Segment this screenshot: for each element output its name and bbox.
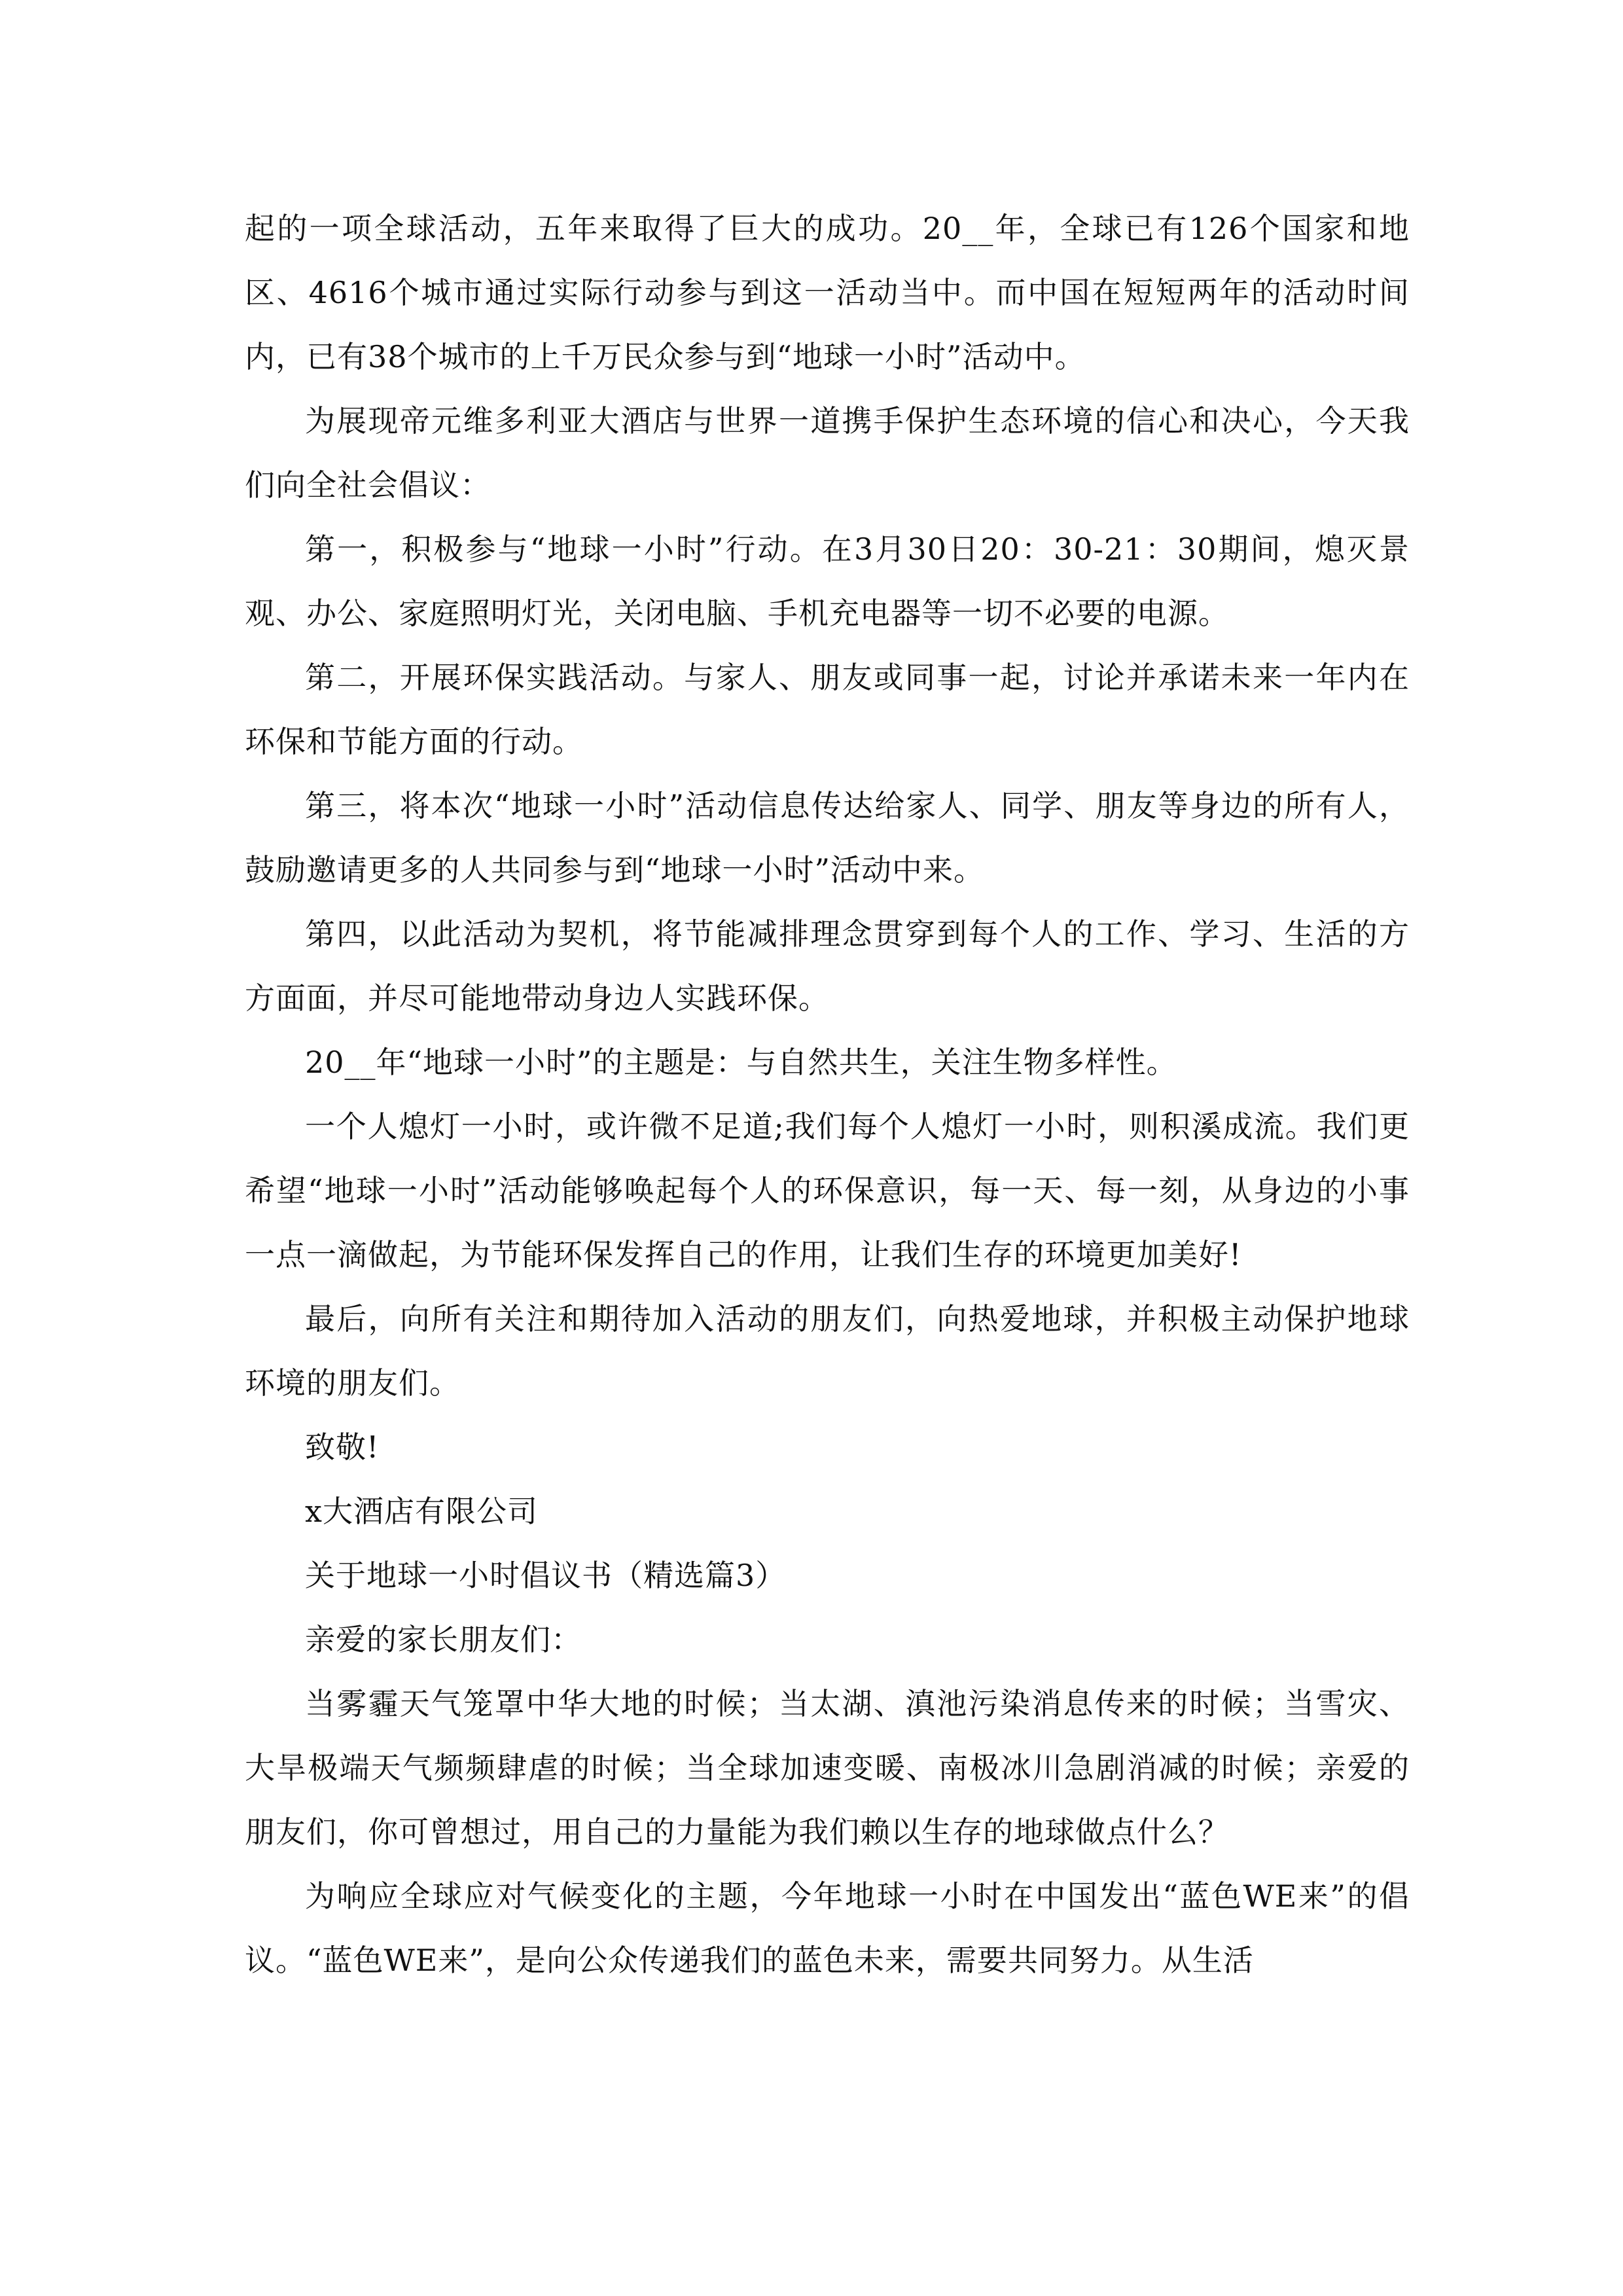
paragraph-proposal-intro: 为展现帝元维多利亚大酒店与世界一道携手保护生态环境的信心和决心，今天我们向全社会倡议： (245, 403, 1410, 503)
paragraph-signature: x大酒店有限公司 (305, 1494, 538, 1529)
section-title: 关于地球一小时倡议书（精选篇3） (305, 1558, 787, 1593)
paragraph-blue-we: 为响应全球应对气候变化的主题，今年地球一小时在中国发出“蓝色WE来”的倡议。“蓝色WE来”，是向公众传递我们的蓝色未来，需要共同努力。从生活 (245, 1878, 1410, 1978)
paragraph-continuation: 起的一项全球活动，五年来取得了巨大的成功。20__年，全球已有126个国家和地区、4616个城市通过实际行动参与到这一活动当中。而中国在短短两年的活动时间内，已有38个城市的上千万民众参与到“地球一小时”活动中。 (245, 211, 1410, 374)
paragraph-theme: 20__年“地球一小时”的主题是：与自然共生，关注生物多样性。 (305, 1045, 1177, 1080)
paragraph-item-3: 第三，将本次“地球一小时”活动信息传达给家人、同学、朋友等身边的所有人，鼓励邀请更多的人共同参与到“地球一小时”活动中来。 (245, 788, 1410, 888)
paragraph-appeal: 一个人熄灯一小时，或许微不足道;我们每个人熄灯一小时，则积溪成流。我们更希望“地球一小时”活动能够唤起每个人的环保意识，每一天、每一刻，从身边的小事一点一滴做起，为节能环保发挥自己的作用，让我们生存的环境更加美好! (245, 1109, 1410, 1272)
document-body (245, 196, 1410, 1992)
paragraph-salutation: 致敬! (305, 1429, 380, 1465)
paragraph-item-2: 第二，开展环保实践活动。与家人、朋友或同事一起，讨论并承诺未来一年内在环保和节能方面的行动。 (245, 660, 1410, 759)
paragraph-closing: 最后，向所有关注和期待加入活动的朋友们，向热爱地球，并积极主动保护地球环境的朋友们。 (245, 1301, 1410, 1401)
paragraph-item-4: 第四，以此活动为契机，将节能减排理念贯穿到每个人的工作、学习、生活的方方面面，并尽可能地带动身边人实践环保。 (245, 916, 1410, 1016)
paragraph-greeting: 亲爱的家长朋友们： (305, 1622, 582, 1657)
paragraph-item-1: 第一，积极参与“地球一小时”行动。在3月30日20：30-21：30期间，熄灭景观、办公、家庭照明灯光，关闭电脑、手机充电器等一切不必要的电源。 (245, 531, 1410, 631)
paragraph-context: 当雾霾天气笼罩中华大地的时候；当太湖、滇池污染消息传来的时候；当雪灾、大旱极端天气频频肆虐的时候；当全球加速变暖、南极冰川急剧消减的时候；亲爱的朋友们，你可曾想过，用自己的力量能为我们赖以生存的地球做点什么？ (245, 1686, 1410, 1850)
